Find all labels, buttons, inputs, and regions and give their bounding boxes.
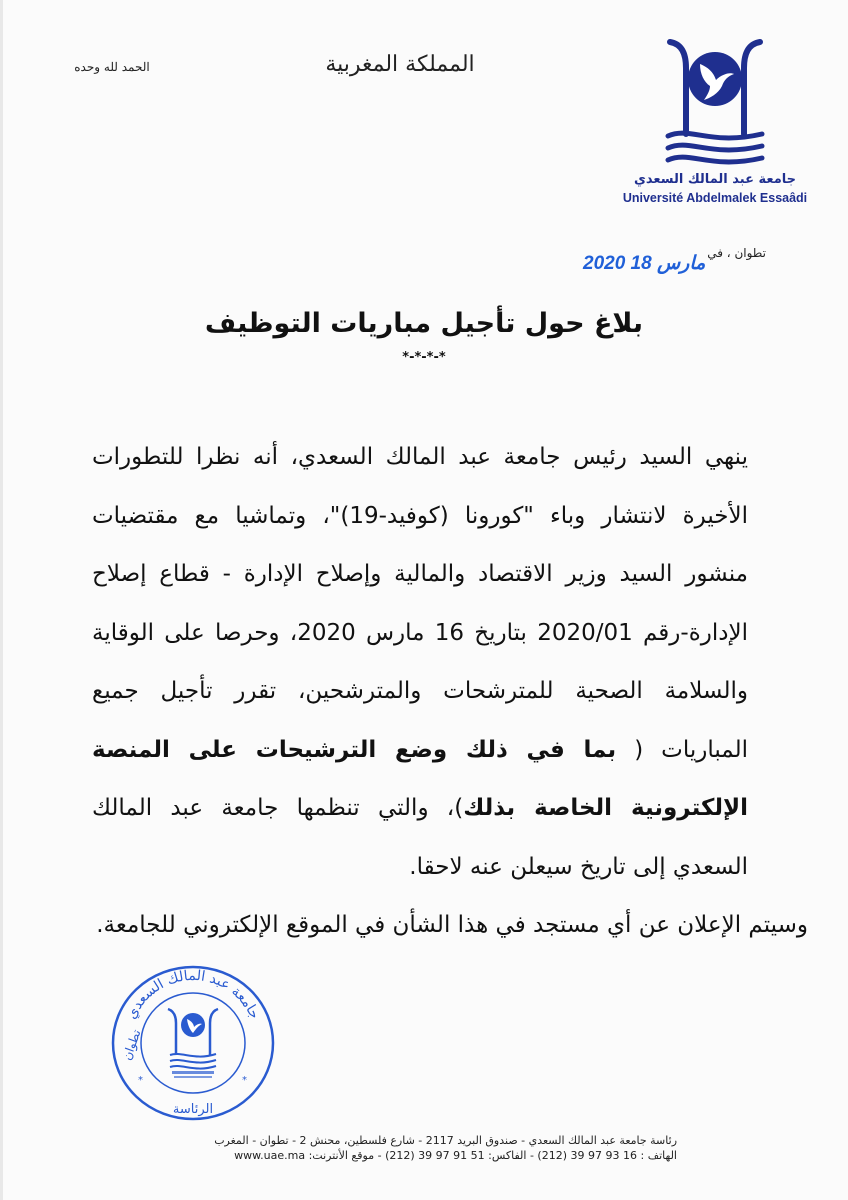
paragraph-main-bold: بما في ذلك وضع الترشيحات على المنصة الإلكترونية الخاصة بذلك: [92, 736, 748, 821]
scan-edge: [0, 0, 3, 1200]
official-seal: [108, 963, 278, 1123]
university-logo: [620, 34, 810, 209]
footer-address: رئاسة جامعة عبد المالك السعدي - صندوق البريد 2117 - شارع فلسطين، محنش 2 - تطوان - المغرب: [214, 1134, 677, 1147]
svg-text:*: *: [138, 1075, 143, 1086]
svg-text:*: *: [242, 1075, 247, 1086]
logo-name-arabic: جامعة عبد المالك السعدي: [633, 172, 797, 187]
title-separator: *-*-*-*: [402, 350, 446, 365]
seal-stamp-icon: [108, 963, 278, 1123]
place-label: تطوان ، في: [707, 246, 766, 260]
paragraph-main-text-1: ينهي السيد رئيس جامعة عبد المالك السعدي، أنه نظرا للتطورات الأخيرة لانتشار وباء "كورونا (كوفيد-19)"، وتماشيا مع مقتضيات منشور السيد وزير الاقتصاد والمالية وإصلاح الإدارة - قطاع إصلاح الإدارة-رقم 2020/01 بتاريخ 16 مارس 2020، وحرصا على الوقاية والسلامة الصحية للمترشحات والمترشحين، تقرر تأجيل جميع المباريات (: [92, 444, 748, 763]
dove-emblem-icon: [660, 34, 770, 169]
seal-text-top: جامعة عبد المالك السعدي: [123, 967, 263, 1022]
paragraph-main: [92, 428, 808, 896]
footer: [175, 1133, 677, 1163]
paragraph-main-text-2: )، والتي تنظمها جامعة عبد المالك السعدي إلى تاريخ سيعلن عنه لاحقا.: [92, 795, 748, 880]
seal-text-bottom: الرئاسة: [172, 1102, 214, 1117]
paragraph-closing-text: وسيتم الإعلان عن أي مستجد في هذا الشأن في الموقع الإلكتروني للجامعة.: [96, 912, 808, 938]
header-basmala: الحمد لله وحده: [74, 60, 150, 74]
document-body: [92, 428, 808, 955]
date-stamp: 2020 مارس 18: [583, 253, 706, 274]
document-title: بلاغ حول تأجيل مباريات التوظيف: [204, 308, 644, 339]
kingdom-title: المملكة المغربية: [325, 52, 475, 77]
seal-text-left: تطوان: [119, 1027, 144, 1063]
footer-contact: الهاتف : 16 93 97 39 (212) - الفاكس: 51 91 97 39 (212) - موقع الأنترنت: www.uae.ma: [234, 1149, 677, 1162]
paragraph-closing: [92, 896, 808, 955]
logo-name-french: Université Abdelmalek Essaâdi: [622, 191, 808, 205]
